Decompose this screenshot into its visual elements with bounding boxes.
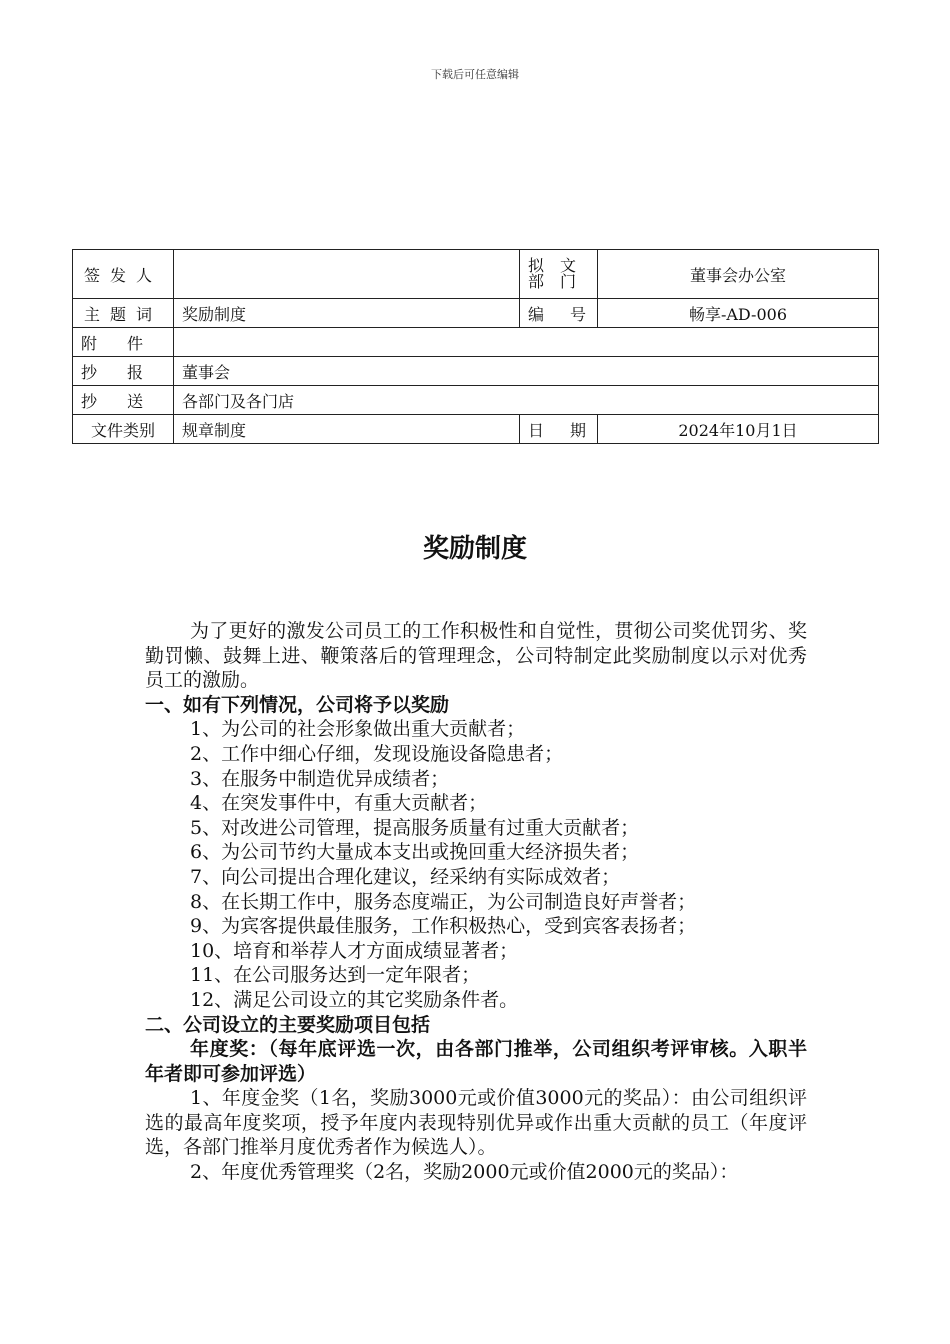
meta-row-report xyxy=(73,357,879,386)
category-value: 规章制度 xyxy=(174,415,520,444)
subject-label: 主题词 xyxy=(73,299,174,328)
subject-value: 奖励制度 xyxy=(174,299,520,328)
send-value: 各部门及各门店 xyxy=(174,386,879,415)
drafting-dept-label xyxy=(520,250,598,299)
document-title: 奖励制度 xyxy=(422,534,527,564)
list-item: 8、在长期工作中，服务态度端正，为公司制造良好声誉者； xyxy=(190,890,697,913)
meta-row-issuer xyxy=(73,250,879,299)
meta-row-category xyxy=(73,415,879,444)
report-label: 抄报 xyxy=(73,357,174,386)
list-item: 3、在服务中制造优异成绩者； xyxy=(190,767,450,790)
section-1-list xyxy=(145,717,807,1012)
list-item: 11、在公司服务达到一定年限者； xyxy=(190,964,481,987)
list-item: 5、对改进公司管理，提高服务质量有过重大贡献者； xyxy=(190,816,640,839)
meta-row-send xyxy=(73,386,879,415)
list-item: 12、满足公司设立的其它奖励条件者。 xyxy=(190,988,519,1011)
issuer-value xyxy=(174,250,520,299)
category-label: 文件类别 xyxy=(73,415,174,444)
section-1-heading: 一、如有下列情况，公司将予以奖励 xyxy=(145,693,450,716)
header-note: 下载后可任意编辑 xyxy=(431,68,519,81)
report-value: 董事会 xyxy=(174,357,879,386)
attachment-value xyxy=(174,328,879,357)
meta-row-subject xyxy=(73,299,879,328)
drafting-dept-label-top: 拟文 xyxy=(528,256,593,275)
list-item: 1、为公司的社会形象做出重大贡献者； xyxy=(190,718,526,741)
send-label: 抄送 xyxy=(73,386,174,415)
section-2-subheading: 年度奖：（每年底评选一次，由各部门推举，公司组织考评审核。入职半年者即可参加评选） xyxy=(145,1038,807,1085)
date-value: 2024年10月1日 xyxy=(598,415,879,444)
number-label: 编号 xyxy=(520,299,598,328)
list-item: 2、工作中细心仔细，发现设施设备隐患者； xyxy=(190,742,564,765)
section-2-paragraph: 1、年度金奖（1名，奖励3000元或价值3000元的奖品）：由公司组织评选的最高年度奖项，授予年度内表现特别优异或作出重大贡献的员工（年度评选，各部门推举月度优秀者作为候选人）。 xyxy=(145,1087,807,1159)
drafting-dept-value: 董事会办公室 xyxy=(598,250,879,299)
section-2-heading: 二、公司设立的主要奖励项目包括 xyxy=(145,1013,431,1036)
meta-row-attachment xyxy=(73,328,879,357)
list-item: 10、培育和举荐人才方面成绩显著者； xyxy=(190,939,519,962)
list-item: 7、向公司提出合理化建议，经采纳有实际成效者； xyxy=(190,865,621,888)
date-label: 日期 xyxy=(520,415,598,444)
drafting-dept-label-bottom: 部门 xyxy=(528,272,593,291)
attachment-label: 附件 xyxy=(73,328,174,357)
intro-paragraph: 为了更好的激发公司员工的工作积极性和自觉性，贯彻公司奖优罚劣、奖勤罚懒、鼓舞上进、鞭策落后的管理理念，公司特制定此奖励制度以示对优秀员工的激励。 xyxy=(145,620,807,692)
list-item: 4、在突发事件中，有重大贡献者； xyxy=(190,792,488,815)
list-item: 6、为公司节约大量成本支出或挽回重大经济损失者； xyxy=(190,841,640,864)
document-body xyxy=(145,619,807,1185)
section-2-paragraph: 2、年度优秀管理奖（2名，奖励2000元或价值2000元的奖品）： xyxy=(190,1161,739,1184)
list-item: 9、为宾客提供最佳服务，工作积极热心，受到宾客表扬者； xyxy=(190,915,697,938)
number-value: 畅享-AD-006 xyxy=(598,299,879,328)
issuer-label: 签发人 xyxy=(73,250,174,299)
document-meta-table xyxy=(72,249,879,444)
